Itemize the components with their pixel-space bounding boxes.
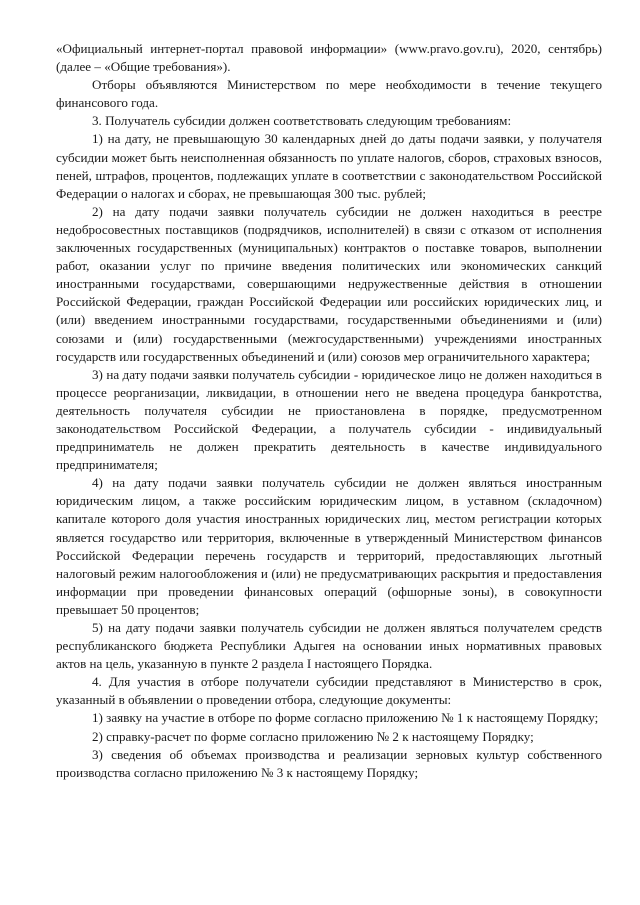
paragraph-section-4-heading: 4. Для участия в отборе получатели субсидии представляют в Министерство в срок, указанный в объявлении о проведении отбора, следующие документы: — [56, 674, 602, 708]
paragraph-requirement-2: 2) на дату подачи заявки получатель субсидии не должен находиться в реестре недобросовестных поставщиков (подрядчиков, исполнителей) в связи с отказом от исполнения заключенных государственных (муниципальных) контрактов о поставке товаров, выполнении работ, оказании услуг по причине введения политических или экономических санкций иностранными государствами, совершающими недружественные действия в отношении Российской Федерации, граждан Российской Федерации или российских юридических лиц, и (или) введением иностранными государствами, государственными объединениями и (или) союзами и (или) государственными (межгосударственными) учреждениями иностранных государств или государственных объединений и (или) союзов мер ограничительного характера; — [56, 203, 602, 364]
paragraph-requirement-5: 5) на дату подачи заявки получатель субсидии не должен являться получателем средств республиканского бюджета Республики Адыгея на основании иных нормативных правовых актов на цель, указанную в пункте 2 раздела I настоящего Порядка. — [56, 620, 602, 672]
document-page — [56, 40, 602, 782]
paragraph-document-1: 1) заявку на участие в отборе по форме согласно приложению № 1 к настоящему Порядку; — [92, 710, 599, 726]
paragraph-selection-timing: Отборы объявляются Министерством по мере необходимости в течение текущего финансового года. — [56, 77, 602, 111]
paragraph-section-3-heading: 3. Получатель субсидии должен соответствовать следующим требованиям: — [92, 113, 512, 129]
paragraph-requirement-3: 3) на дату подачи заявки получатель субсидии - юридическое лицо не должен находиться в процессе реорганизации, ликвидации, в отношении него не введена процедура банкротства, деятельность получателя субсидии не приостановлена в порядке, предусмотренном законодательством Российской Федерации, а получатель субсидии - индивидуальный предприниматель не должен прекратить деятельность в качестве индивидуального предпринимателя; — [56, 366, 602, 473]
paragraph-document-3: 3) сведения об объемах производства и реализации зерновых культур собственного производства согласно приложению № 3 к настоящему Порядку; — [56, 746, 602, 780]
paragraph-document-2: 2) справку-расчет по форме согласно приложению № 2 к настоящему Порядку; — [92, 728, 534, 744]
paragraph-requirement-1: 1) на дату, не превышающую 30 календарных дней до даты подачи заявки, у получателя субсидии может быть неисполненная обязанность по уплате налогов, сборов, страховых взносов, пеней, штрафов, процентов, подлежащих уплате в соответствии с законодательством Российской Федерации о налогах и сборах, не превышающая 300 тыс. рублей; — [56, 131, 602, 201]
paragraph-requirement-4: 4) на дату подачи заявки получатель субсидии не должен являться иностранным юридическим лицом, а также российским юридическим лицом, в уставном (складочном) капитале которого доля участия иностранных юридических лиц, местом регистрации которых является государство или территория, включенные в утвержденный Министерством финансов Российской Федерации перечень государств и территорий, предоставляющих льготный налоговый режим налогообложения и (или) не предусматривающих раскрытия и предоставления информации при проведении финансовых операций (офшорные зоны), в совокупности превышает 50 процентов; — [56, 475, 602, 617]
paragraph-continuation: «Официальный интернет-портал правовой информации» (www.pravo.gov.ru), 2020, сентябрь) (далее – «Общие требования»). — [56, 41, 602, 75]
